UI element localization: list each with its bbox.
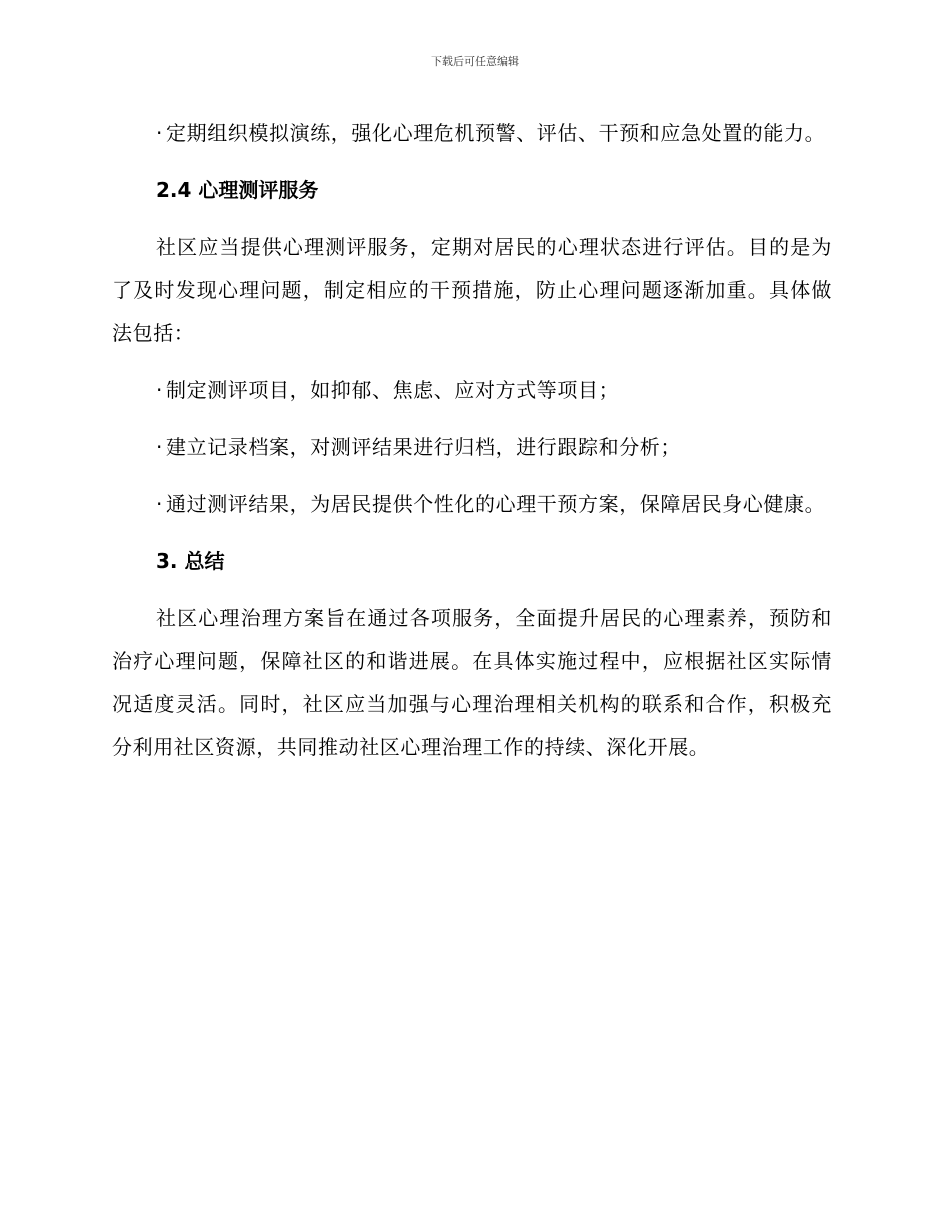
bullet-item-records [112, 426, 832, 469]
bullet-text: 制定测评项目，如抑郁、焦虑、应对方式等项目； [166, 378, 620, 402]
bullet-item-drill [112, 112, 832, 155]
spacer [112, 412, 832, 426]
page-content [112, 112, 832, 769]
section-heading-2-4: 2.4 心理测评服务 [156, 178, 319, 202]
page-header: 下载后可任意编辑 [431, 55, 519, 68]
bullet-item-assessment-items [112, 369, 832, 412]
bullet-mark: · [156, 492, 163, 516]
bullet-item-intervention [112, 483, 832, 526]
bullet-mark: · [156, 378, 163, 402]
bullet-mark: · [156, 121, 163, 145]
spacer [112, 583, 832, 597]
bullet-text: 通过测评结果，为居民提供个性化的心理干预方案，保障居民身心健康。 [166, 492, 826, 516]
spacer [112, 469, 832, 483]
bullet-text: 定期组织模拟演练，强化心理危机预警、评估、干预和应急处置的能力。 [166, 121, 826, 145]
section-heading-3: 3. 总结 [156, 549, 225, 573]
section-2-4-intro: 社区应当提供心理测评服务，定期对居民的心理状态进行评估。目的是为了及时发现心理问题，制定相应的干预措施，防止心理问题逐渐加重。具体做法包括： [112, 235, 832, 345]
spacer [112, 355, 832, 369]
bullet-mark: · [156, 435, 163, 459]
section-3-summary: 社区心理治理方案旨在通过各项服务，全面提升居民的心理素养，预防和治疗心理问题，保障社区的和谐进展。在具体实施过程中，应根据社区实际情况适度灵活。同时，社区应当加强与心理治理相关机构的联系和合作，积极充分利用社区资源，共同推动社区心理治理工作的持续、深化开展。 [112, 606, 832, 759]
spacer [112, 212, 832, 226]
spacer [112, 526, 832, 540]
bullet-text: 建立记录档案，对测评结果进行归档，进行跟踪和分析； [166, 435, 681, 459]
spacer [112, 155, 832, 169]
